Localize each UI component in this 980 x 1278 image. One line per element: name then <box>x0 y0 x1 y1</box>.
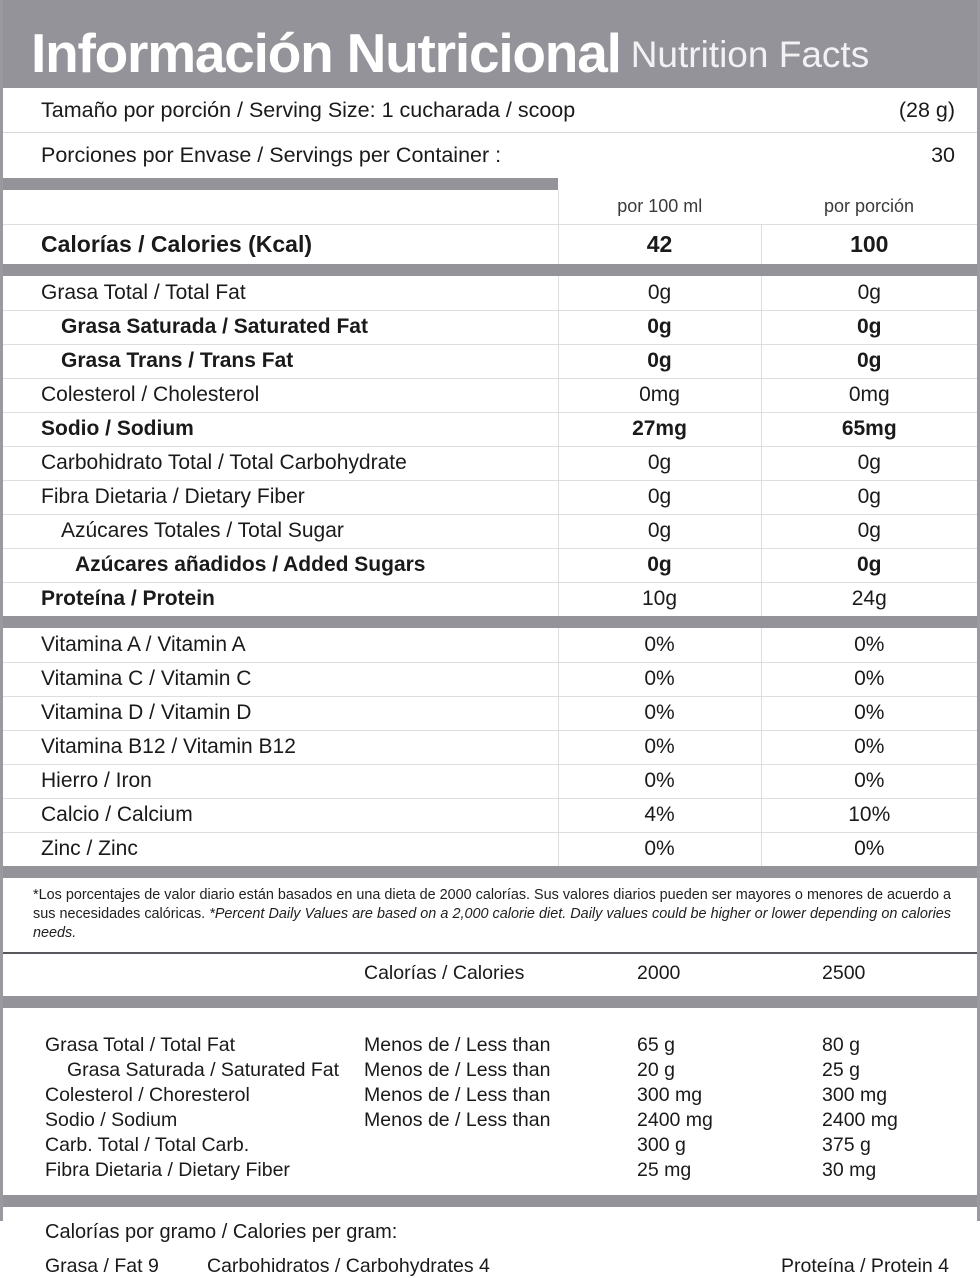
daily-value-2000: 300 g <box>637 1134 686 1157</box>
vitamin-value-per-serving: 0% <box>761 662 977 696</box>
nutrient-rows-table <box>3 276 977 616</box>
table-row <box>3 1108 977 1133</box>
daily-values-body <box>3 1008 977 1183</box>
table-row <box>3 344 977 378</box>
footnote-spanish: *Los porcentajes de valor diario están basados en una dieta de 2000 calorías. Sus valores diarios pueden ser mayores o menores de acuerdo a sus necesidades calóricas. <box>33 887 951 923</box>
daily-values-table <box>3 1008 977 1183</box>
vitamin-label: Vitamina D / Vitamin D <box>3 696 558 730</box>
daily-values-col-2000: 2000 <box>637 961 681 984</box>
daily-value-2000: 25 mg <box>637 1159 692 1182</box>
calories-per-gram-section <box>3 1207 977 1278</box>
vitamin-label: Vitamina A / Vitamin A <box>3 628 558 662</box>
nutrient-value-per-100ml: 27mg <box>558 412 761 446</box>
table-row <box>3 1083 977 1108</box>
nutrient-label: Grasa Total / Total Fat <box>3 276 558 310</box>
daily-value-2000: 20 g <box>637 1059 675 1082</box>
nutrient-value-per-100ml: 0g <box>558 514 761 548</box>
nutrient-value-per-100ml: 0g <box>558 548 761 582</box>
vitamin-value-per-100ml: 0% <box>558 628 761 662</box>
nutrient-value-per-100ml: 0g <box>558 310 761 344</box>
vitamin-label: Zinc / Zinc <box>3 832 558 866</box>
calories-row <box>3 224 977 264</box>
column-header-row <box>3 190 977 224</box>
daily-value-2500: 300 mg <box>822 1084 888 1107</box>
calories-per-gram-carbs: Carbohidratos / Carbohydrates 4 <box>207 1255 490 1278</box>
vitamin-table <box>3 628 977 866</box>
daily-values-header-table <box>3 954 977 996</box>
daily-value-label: Grasa Total / Total Fat <box>45 1034 236 1057</box>
table-row <box>3 548 977 582</box>
daily-value-qualifier: Menos de / Less than <box>364 1084 551 1107</box>
daily-value-label: Sodio / Sodium <box>45 1109 178 1132</box>
daily-value-qualifier: Menos de / Less than <box>364 1109 551 1132</box>
vitamin-value-per-100ml: 0% <box>558 764 761 798</box>
vitamin-value-per-100ml: 0% <box>558 662 761 696</box>
daily-values-calories-header: Calorías / Calories <box>364 961 525 984</box>
vitamin-value-per-serving: 0% <box>854 837 885 861</box>
table-row <box>3 446 977 480</box>
table-row <box>3 696 977 730</box>
table-row <box>3 378 977 412</box>
table-row <box>3 1058 977 1083</box>
daily-value-label: Carb. Total / Total Carb. <box>45 1134 250 1157</box>
serving-size-value: (28 g) <box>898 97 955 122</box>
table-row <box>3 832 977 866</box>
daily-value-2500: 80 g <box>822 1034 860 1057</box>
calories-per-serving: 100 <box>850 230 889 257</box>
nutrient-label: Grasa Trans / Trans Fat <box>3 344 558 378</box>
nutrient-label: Proteína / Protein <box>3 582 558 616</box>
table-row <box>3 628 977 662</box>
calories-label: Calorías / Calories (Kcal) <box>3 224 558 264</box>
daily-values-col-2500: 2500 <box>822 961 866 984</box>
daily-value-qualifier <box>358 1158 613 1183</box>
nutrient-value-per-100ml: 0g <box>558 276 761 310</box>
nutrient-label: Grasa Saturada / Saturated Fat <box>3 310 558 344</box>
nutrient-value-per-100ml: 0g <box>558 344 761 378</box>
vitamin-value-per-100ml: 0% <box>558 832 761 866</box>
nutrient-label: Sodio / Sodium <box>3 412 558 446</box>
separator-bar-before-footnote <box>3 866 977 878</box>
vitamin-value-per-100ml: 4% <box>558 798 761 832</box>
vitamin-value-per-serving: 10% <box>761 798 977 832</box>
servings-per-container-value: 30 <box>931 143 955 167</box>
calories-per-gram-row <box>3 1255 977 1278</box>
separator-bar-top <box>3 178 558 190</box>
vitamin-value-per-100ml: 0% <box>558 696 761 730</box>
nutrient-value-per-serving: 24g <box>851 587 887 611</box>
daily-value-2000: 65 g <box>637 1034 675 1057</box>
nutrient-value-per-serving: 0g <box>761 344 977 378</box>
vitamin-value-per-100ml: 0% <box>558 730 761 764</box>
vitamin-label: Hierro / Iron <box>3 764 558 798</box>
nutrient-value-per-100ml: 0g <box>558 480 761 514</box>
calories-per-gram-protein: Proteína / Protein 4 <box>780 1255 949 1278</box>
servings-per-container-label: Porciones por Envase / Servings per Container : <box>41 143 502 167</box>
calories-per-100ml: 42 <box>558 224 761 264</box>
page-title-spanish: Información Nutricional <box>31 22 621 85</box>
nutrient-rows-body <box>3 276 977 616</box>
nutrient-value-per-serving: 0g <box>761 310 977 344</box>
nutrient-label: Colesterol / Cholesterol <box>3 378 558 412</box>
nutrient-label: Azúcares Totales / Total Sugar <box>3 514 558 548</box>
daily-value-2500: 375 g <box>822 1134 871 1157</box>
table-row <box>3 582 977 616</box>
nutrient-value-per-100ml: 10g <box>558 582 761 616</box>
nutrient-value-per-serving: 0g <box>761 276 977 310</box>
table-row <box>3 514 977 548</box>
nutrient-value-per-serving: 0mg <box>761 378 977 412</box>
nutrient-value-per-serving: 0g <box>761 548 977 582</box>
nutrient-value-per-serving: 65mg <box>761 412 977 446</box>
column-header-per-100ml: por 100 ml <box>558 190 761 224</box>
daily-values-top-spacer <box>3 1008 977 1033</box>
separator-bar-before-calories-per-gram <box>3 1195 977 1207</box>
vitamin-rows-body <box>3 628 977 866</box>
vitamin-label: Calcio / Calcium <box>3 798 558 832</box>
table-row <box>3 798 977 832</box>
daily-value-label: Grasa Saturada / Saturated Fat <box>67 1059 340 1082</box>
vitamin-value-per-serving: 0% <box>761 696 977 730</box>
calories-per-gram-title: Calorías por gramo / Calories per gram: <box>45 1221 398 1244</box>
label-header <box>3 0 977 88</box>
column-header-per-serving: por porción <box>761 190 977 224</box>
nutrient-value-per-serving: 0g <box>761 514 977 548</box>
table-row <box>3 730 977 764</box>
daily-value-label: Colesterol / Choresterol <box>45 1084 250 1107</box>
nutrient-value-per-serving: 0g <box>761 446 977 480</box>
table-row <box>3 1133 977 1158</box>
daily-values-header-row <box>3 954 977 996</box>
daily-value-qualifier <box>358 1133 613 1158</box>
daily-value-2000: 300 mg <box>637 1084 703 1107</box>
daily-value-label: Fibra Dietaria / Dietary Fiber <box>45 1159 290 1182</box>
nutrient-value-per-100ml: 0g <box>558 446 761 480</box>
calories-per-gram-fat: Grasa / Fat 9 <box>45 1255 159 1278</box>
daily-value-qualifier: Menos de / Less than <box>364 1059 551 1082</box>
nutrient-value-per-100ml: 0mg <box>558 378 761 412</box>
column-header-spacer <box>3 190 558 224</box>
daily-values-header-spacer <box>3 954 358 996</box>
table-row <box>3 1033 977 1058</box>
table-row <box>3 1158 977 1183</box>
separator-bar-after-calories <box>3 264 977 276</box>
serving-size-row <box>3 88 977 133</box>
daily-value-qualifier: Menos de / Less than <box>364 1034 551 1057</box>
vitamin-value-per-serving: 0% <box>761 764 977 798</box>
table-row <box>3 412 977 446</box>
vitamin-value-per-serving: 0% <box>761 628 977 662</box>
nutrient-table <box>3 190 977 264</box>
table-row <box>3 480 977 514</box>
daily-value-2500: 30 mg <box>822 1159 877 1182</box>
nutrient-value-per-serving: 0g <box>761 480 977 514</box>
daily-value-2500: 25 g <box>822 1059 860 1082</box>
separator-bar-daily-values <box>3 996 977 1008</box>
table-row <box>3 662 977 696</box>
separator-bar-before-vitamins <box>3 616 977 628</box>
page-title-english: Nutrition Facts <box>630 33 870 75</box>
nutrient-label: Carbohidrato Total / Total Carbohydrate <box>3 446 558 480</box>
table-row <box>3 764 977 798</box>
vitamin-value-per-serving: 0% <box>761 730 977 764</box>
footnote-english: *Percent Daily Values are based on a 2,000 calorie diet. Daily values could be higher or lower depending on calories needs. <box>33 906 952 942</box>
daily-value-2500: 2400 mg <box>822 1109 898 1132</box>
nutrient-label: Azúcares añadidos / Added Sugars <box>3 548 558 582</box>
table-row <box>3 276 977 310</box>
table-row <box>3 310 977 344</box>
daily-value-footnote <box>3 878 977 954</box>
vitamin-label: Vitamina C / Vitamin C <box>3 662 558 696</box>
servings-per-container-row <box>3 133 977 178</box>
nutrient-label: Fibra Dietaria / Dietary Fiber <box>3 480 558 514</box>
daily-value-2000: 2400 mg <box>637 1109 713 1132</box>
serving-size-label: Tamaño por porción / Serving Size: 1 cucharada / scoop <box>41 97 576 122</box>
vitamin-label: Vitamina B12 / Vitamin B12 <box>3 730 558 764</box>
